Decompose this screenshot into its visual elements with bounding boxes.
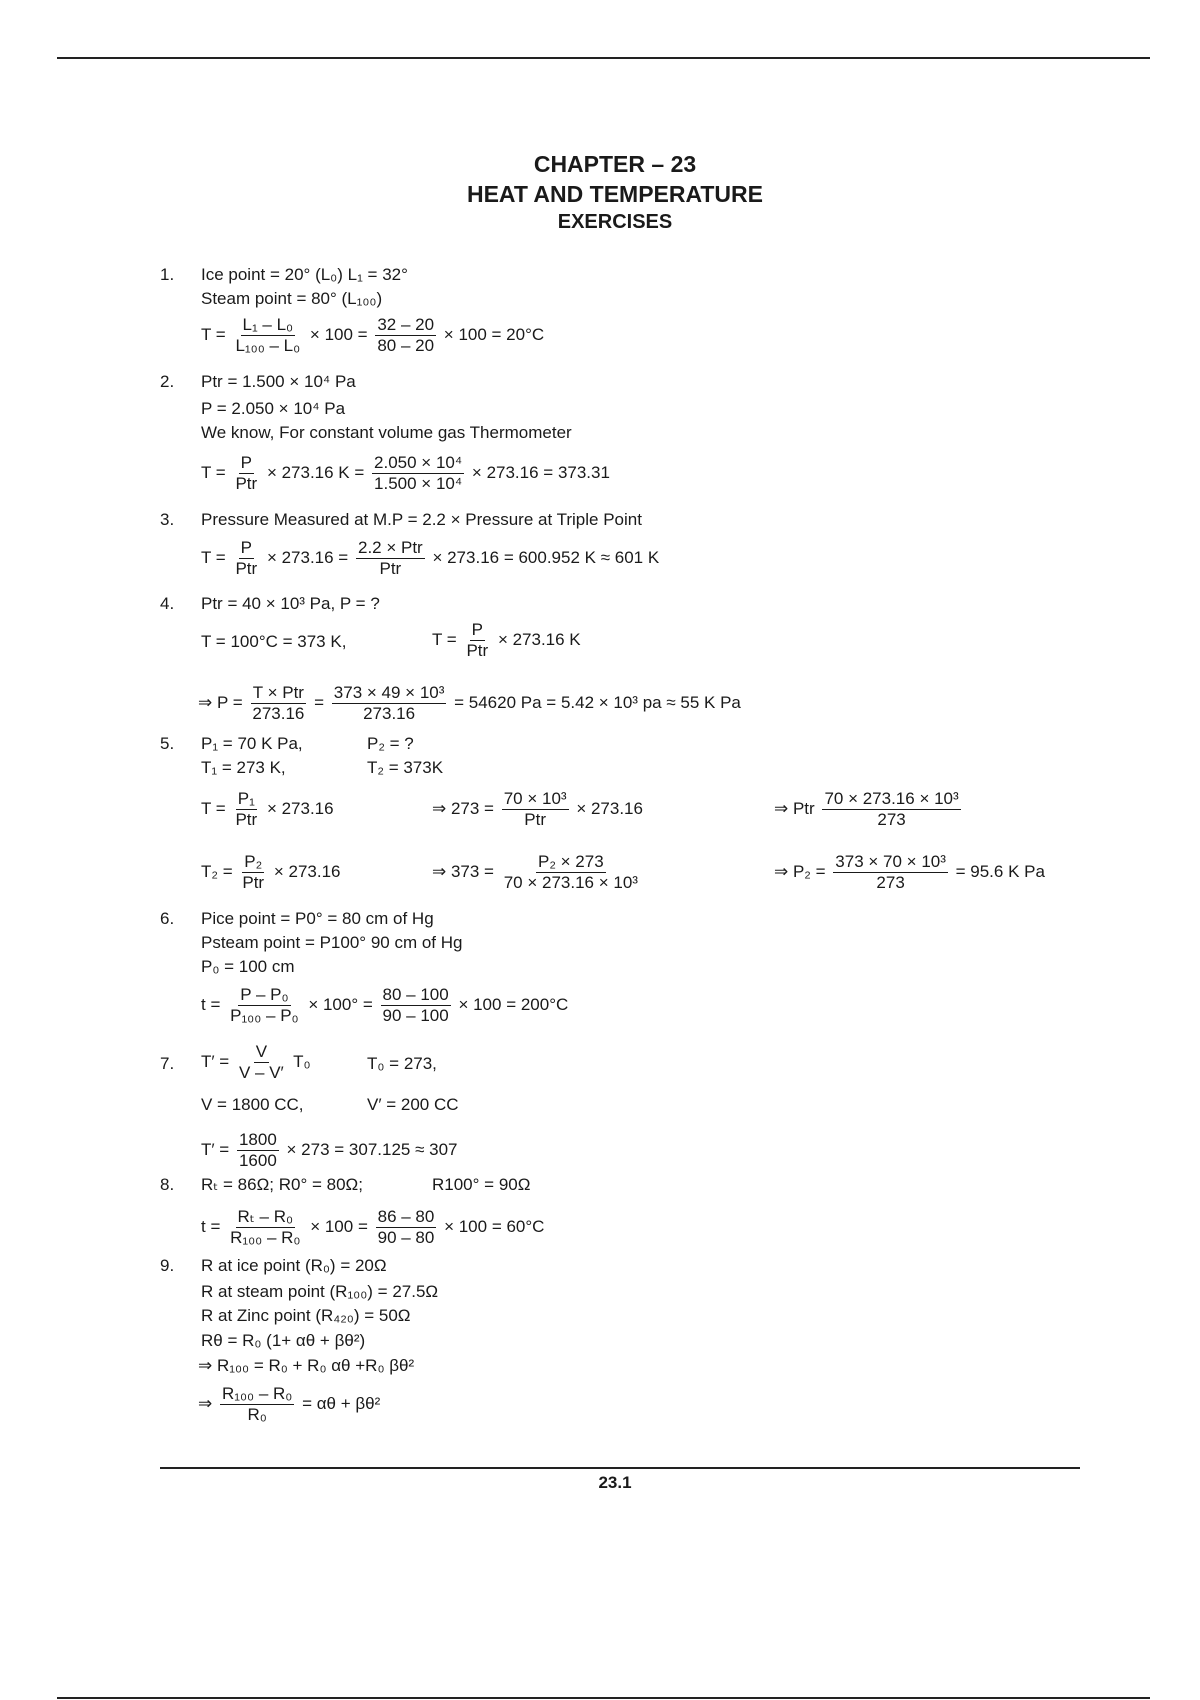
- item-number-3: 3.: [160, 510, 175, 529]
- q2-equation: T = $\frac{P}{\text{Ptr}}$ × 273.16 K = $\frac{\text{2.050 × 10⁴}}{\text{1.500 × 10⁴}}$ × 273.16 = 373.31: [201, 453, 610, 493]
- q6-line-2: Psteam point = P100° 90 cm of Hg: [201, 933, 463, 952]
- q2-line-1: Ptr = 1.500 × 10⁴ Pa: [201, 372, 356, 391]
- q3-equation: T = $\frac{P}{\text{Ptr}}$ × 273.16 = $\frac{\text{2.2 × Ptr}}{\text{Ptr}}$ × 273.16 = 600.952 K ≈ 601 K: [201, 538, 660, 578]
- q2-fraction-2: $\frac{\text{2.050 × 10⁴}}{\text{1.500 × 10⁴}}$: [374, 453, 463, 493]
- q6-line-3: P₀ = 100 cm: [201, 957, 295, 976]
- q5-eq-a: T = $\frac{\text{P₁}}{\text{Ptr}}$ × 273.16: [201, 789, 334, 829]
- q5-t2: T₂ = 373K: [367, 758, 444, 777]
- q3-fraction-2: $\frac{\text{2.2 × Ptr}}{\text{Ptr}}$: [357, 538, 423, 578]
- q9-equation: ⇒ $\frac{\text{R₁₀₀ – R₀}}{\text{R₀}}$ = αθ + βθ²: [198, 1384, 381, 1424]
- item-number-8: 8.: [160, 1175, 175, 1194]
- q9-fraction-1: $\frac{\text{R₁₀₀ – R₀}}{\text{R₀}}$: [221, 1384, 293, 1424]
- q5-p2: P₂ = ?: [367, 734, 414, 753]
- q1-equation: T = $\frac{\text{L₁ – L₀}}{\text{L₁₀₀ – L₀}}$ × 100 = $\frac{32 - 20}{80 - 20}$ × 100 = 20°C: [201, 315, 545, 355]
- q7-fraction-2: $\frac{1800}{1600}$: [238, 1130, 277, 1170]
- q1-fraction-2: $\frac{32 - 20}{80 - 20}$: [377, 315, 435, 355]
- q8-fraction-2: $\frac{86 - 80}{90 - 80}$: [377, 1207, 435, 1247]
- q5-fraction-d: $\frac{\text{P₂}}{\text{Ptr}}$: [242, 852, 265, 892]
- q5-eq-f: ⇒ P₂ = $\frac{\text{373 × 70 × 10³}}{273}$ = 95.6 K Pa: [774, 852, 1045, 892]
- item-number-1: 1.: [160, 265, 175, 284]
- q9-line-1: R at ice point (R₀) = 20Ω: [201, 1256, 387, 1275]
- q7-equation: T′ = $\frac{1800}{1600}$ × 273 = 307.125 ≈ 307: [201, 1130, 458, 1170]
- q9-line-2: R at steam point (R₁₀₀) = 27.5Ω: [201, 1282, 439, 1301]
- item-number-2: 2.: [160, 372, 175, 391]
- q2-line-3: We know, For constant volume gas Thermometer: [201, 423, 572, 442]
- q3-fraction-1: $\frac{P}{\text{Ptr}}$: [235, 538, 258, 578]
- page-number: 23.1: [598, 1473, 632, 1492]
- q4-line-2: T = 100°C = 373 K,: [201, 632, 347, 651]
- q8-line-1b: R100° = 90Ω: [432, 1175, 531, 1194]
- item-number-7: 7.: [160, 1054, 175, 1073]
- q2-fraction-1: $\frac{P}{\text{Ptr}}$: [235, 453, 258, 493]
- q7-v: V = 1800 CC,: [201, 1095, 304, 1114]
- q4-equation: ⇒ P = $\frac{\text{T × Ptr}}{273.16}$ = $\frac{\text{373 × 49 × 10³}}{273.16}$ = 54620 Pa = 5.42 × 10³ pa ≈ 55 K Pa: [198, 683, 741, 723]
- q7-t0: T₀ = 273,: [367, 1054, 437, 1073]
- q5-fraction-a: $\frac{\text{P₁}}{\text{Ptr}}$: [235, 789, 258, 829]
- q9-line-3: R at Zinc point (R₄₂₀) = 50Ω: [201, 1306, 411, 1325]
- q5-eq-d: T₂ = $\frac{\text{P₂}}{\text{Ptr}}$ × 273.16: [201, 852, 341, 892]
- q3-line-1: Pressure Measured at M.P = 2.2 × Pressure at Triple Point: [201, 510, 642, 529]
- q6-line-1: Pice point = P0° = 80 cm of Hg: [201, 909, 434, 928]
- top-rule: [57, 57, 1150, 59]
- q8-fraction-1: $\frac{\text{Rₜ – R₀}}{\text{R₁₀₀ – R₀}}$: [230, 1207, 301, 1247]
- q5-fraction-f: $\frac{\text{373 × 70 × 10³}}{273}$: [835, 852, 946, 892]
- q4-line-1: Ptr = 40 × 10³ Pa, P = ?: [201, 594, 380, 613]
- q5-t1: T₁ = 273 K,: [201, 758, 286, 777]
- q9-line-4: Rθ = R₀ (1+ αθ + βθ²): [201, 1331, 366, 1350]
- q5-eq-c: ⇒ Ptr $\frac{\text{70 × 273.16 × 10³}}{273}$: [774, 789, 959, 829]
- q5-eq-b: ⇒ 273 = $\frac{\text{70 × 10³}}{\text{Ptr}}$ × 273.16: [432, 789, 643, 829]
- chapter-title: HEAT AND TEMPERATURE: [466, 181, 763, 207]
- item-number-9: 9.: [160, 1256, 175, 1275]
- q5-fraction-c: $\frac{\text{70 × 273.16 × 10³}}{273}$: [824, 789, 959, 829]
- q5-p1: P₁ = 70 K Pa,: [201, 734, 303, 753]
- q4-fraction-1: $\frac{P}{\text{Ptr}}$: [466, 620, 489, 660]
- q5-eq-e: ⇒ 373 = $\frac{\text{P₂ × 273}}{\text{70 × 273.16 × 10³}}$: [432, 852, 638, 892]
- bottom-rule: [57, 1697, 1150, 1699]
- q6-equation: t = $\frac{\text{P – P₀}}{\text{P₁₀₀ – P₀}}$ × 100° = $\frac{80 - 100}{90 - 100}$ × 100 = 200°C: [201, 985, 569, 1025]
- q4-formula: T = $\frac{P}{\text{Ptr}}$ × 273.16 K: [432, 620, 581, 660]
- q1-line-1: Ice point = 20° (L₀) L₁ = 32°: [201, 265, 408, 284]
- q8-line-1: Rₜ = 86Ω; R0° = 80Ω;: [201, 1175, 363, 1194]
- chapter-heading: CHAPTER – 23: [533, 151, 697, 177]
- q7-v-prime: V′ = 200 CC: [367, 1095, 459, 1114]
- q1-fraction-1: $\frac{\text{L₁ – L₀}}{\text{L₁₀₀ – L₀}}$: [235, 315, 301, 355]
- q6-fraction-1: $\frac{\text{P – P₀}}{\text{P₁₀₀ – P₀}}$: [230, 985, 299, 1025]
- q6-fraction-2: $\frac{80 - 100}{90 - 100}$: [382, 985, 449, 1025]
- section-subtitle: EXERCISES: [557, 211, 673, 233]
- q5-fraction-e: $\frac{\text{P₂ × 273}}{\text{70 × 273.16 × 10³}}$: [503, 852, 638, 892]
- q1-line-2: Steam point = 80° (L₁₀₀): [201, 289, 383, 308]
- q7-formula: T′ = $\frac{V}{V - V'}$ T₀: [201, 1042, 311, 1082]
- q8-equation: t = $\frac{\text{Rₜ – R₀}}{\text{R₁₀₀ – R₀}}$ × 100 = $\frac{86 - 80}{90 - 80}$ × 100 = 60°C: [201, 1207, 545, 1247]
- q4-fraction-3: $\frac{\text{373 × 49 × 10³}}{273.16}$: [333, 683, 445, 723]
- footer-rule: [160, 1467, 1080, 1469]
- q7-fraction-1: $\frac{V}{V - V'}$: [238, 1042, 284, 1082]
- q9-line-5: ⇒ R₁₀₀ = R₀ + R₀ αθ +R₀ βθ²: [198, 1356, 415, 1375]
- q2-line-2: P = 2.050 × 10⁴ Pa: [201, 399, 346, 418]
- item-number-6: 6.: [160, 909, 175, 928]
- q5-fraction-b: $\frac{\text{70 × 10³}}{\text{Ptr}}$: [503, 789, 567, 829]
- item-number-5: 5.: [160, 734, 175, 753]
- item-number-4: 4.: [160, 594, 175, 613]
- q4-fraction-2: $\frac{\text{T × Ptr}}{273.16}$: [252, 683, 305, 723]
